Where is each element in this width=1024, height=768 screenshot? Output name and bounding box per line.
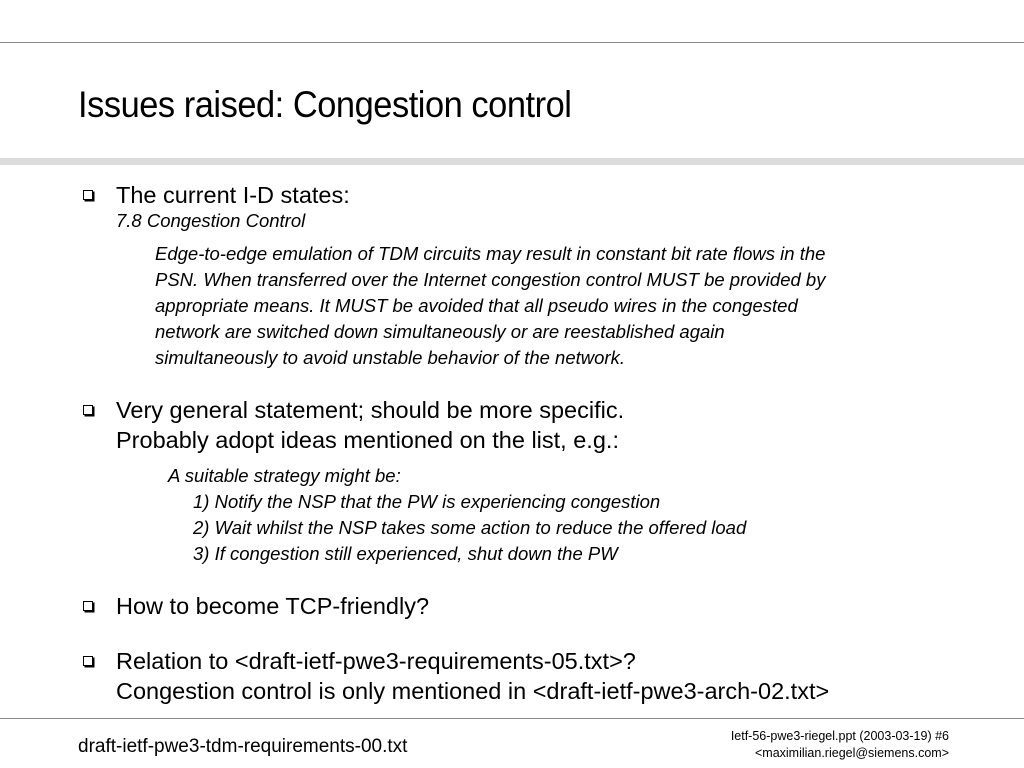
bullet-square-icon bbox=[83, 601, 93, 611]
bullet-1-text: The current I-D states: bbox=[116, 182, 350, 208]
bullet-2-text-line-1: Very general statement; should be more specific. bbox=[116, 397, 625, 423]
top-divider bbox=[0, 42, 1024, 43]
section-heading: 7.8 Congestion Control bbox=[116, 210, 306, 231]
footer-author-email: <maximilian.riegel@siemens.com> bbox=[754, 746, 949, 760]
quote-line: Edge-to-edge emulation of TDM circuits may result in constant bit rate flows in the bbox=[155, 243, 826, 264]
quoted-text bbox=[155, 241, 995, 371]
title-underline bbox=[0, 158, 1024, 165]
footer-slide-info bbox=[731, 728, 949, 762]
strategy-step: 2) Wait whilst the NSP takes some action to reduce the offered load bbox=[193, 517, 747, 538]
bullet-4-text-line-2: Congestion control is only mentioned in <draft-ietf-pwe3-arch-02.txt> bbox=[116, 678, 830, 704]
quote-line: simultaneously to avoid unstable behavior of the network. bbox=[155, 347, 625, 368]
bottom-divider bbox=[0, 718, 1024, 719]
strategy-step: 1) Notify the NSP that the PW is experiencing congestion bbox=[193, 491, 661, 512]
strategy-intro: A suitable strategy might be: bbox=[168, 465, 401, 486]
slide-title: Issues raised: Congestion control bbox=[78, 84, 572, 125]
quote-line: PSN. When transferred over the Internet congestion control MUST be provided by bbox=[155, 269, 826, 290]
quote-line: appropriate means. It MUST be avoided that all pseudo wires in the congested bbox=[155, 295, 798, 316]
bullet-square-icon bbox=[83, 656, 93, 666]
bullet-4-text-line-1: Relation to <draft-ietf-pwe3-requirements-05.txt>? bbox=[116, 648, 636, 674]
bullet-square-icon bbox=[83, 190, 93, 200]
bullet-2-text-line-2: Probably adopt ideas mentioned on the list, e.g.: bbox=[116, 427, 619, 453]
bullet-3-text: How to become TCP-friendly? bbox=[116, 593, 430, 619]
footer-document-name: draft-ietf-pwe3-tdm-requirements-00.txt bbox=[78, 736, 408, 757]
quote-line: network are switched down simultaneously or are reestablished again bbox=[155, 321, 725, 342]
strategy-step: 3) If congestion still experienced, shut down the PW bbox=[193, 543, 618, 564]
footer-file-info: Ietf-56-pwe3-riegel.ppt (2003-03-19) #6 bbox=[730, 729, 949, 743]
bullet-square-icon bbox=[83, 405, 93, 415]
